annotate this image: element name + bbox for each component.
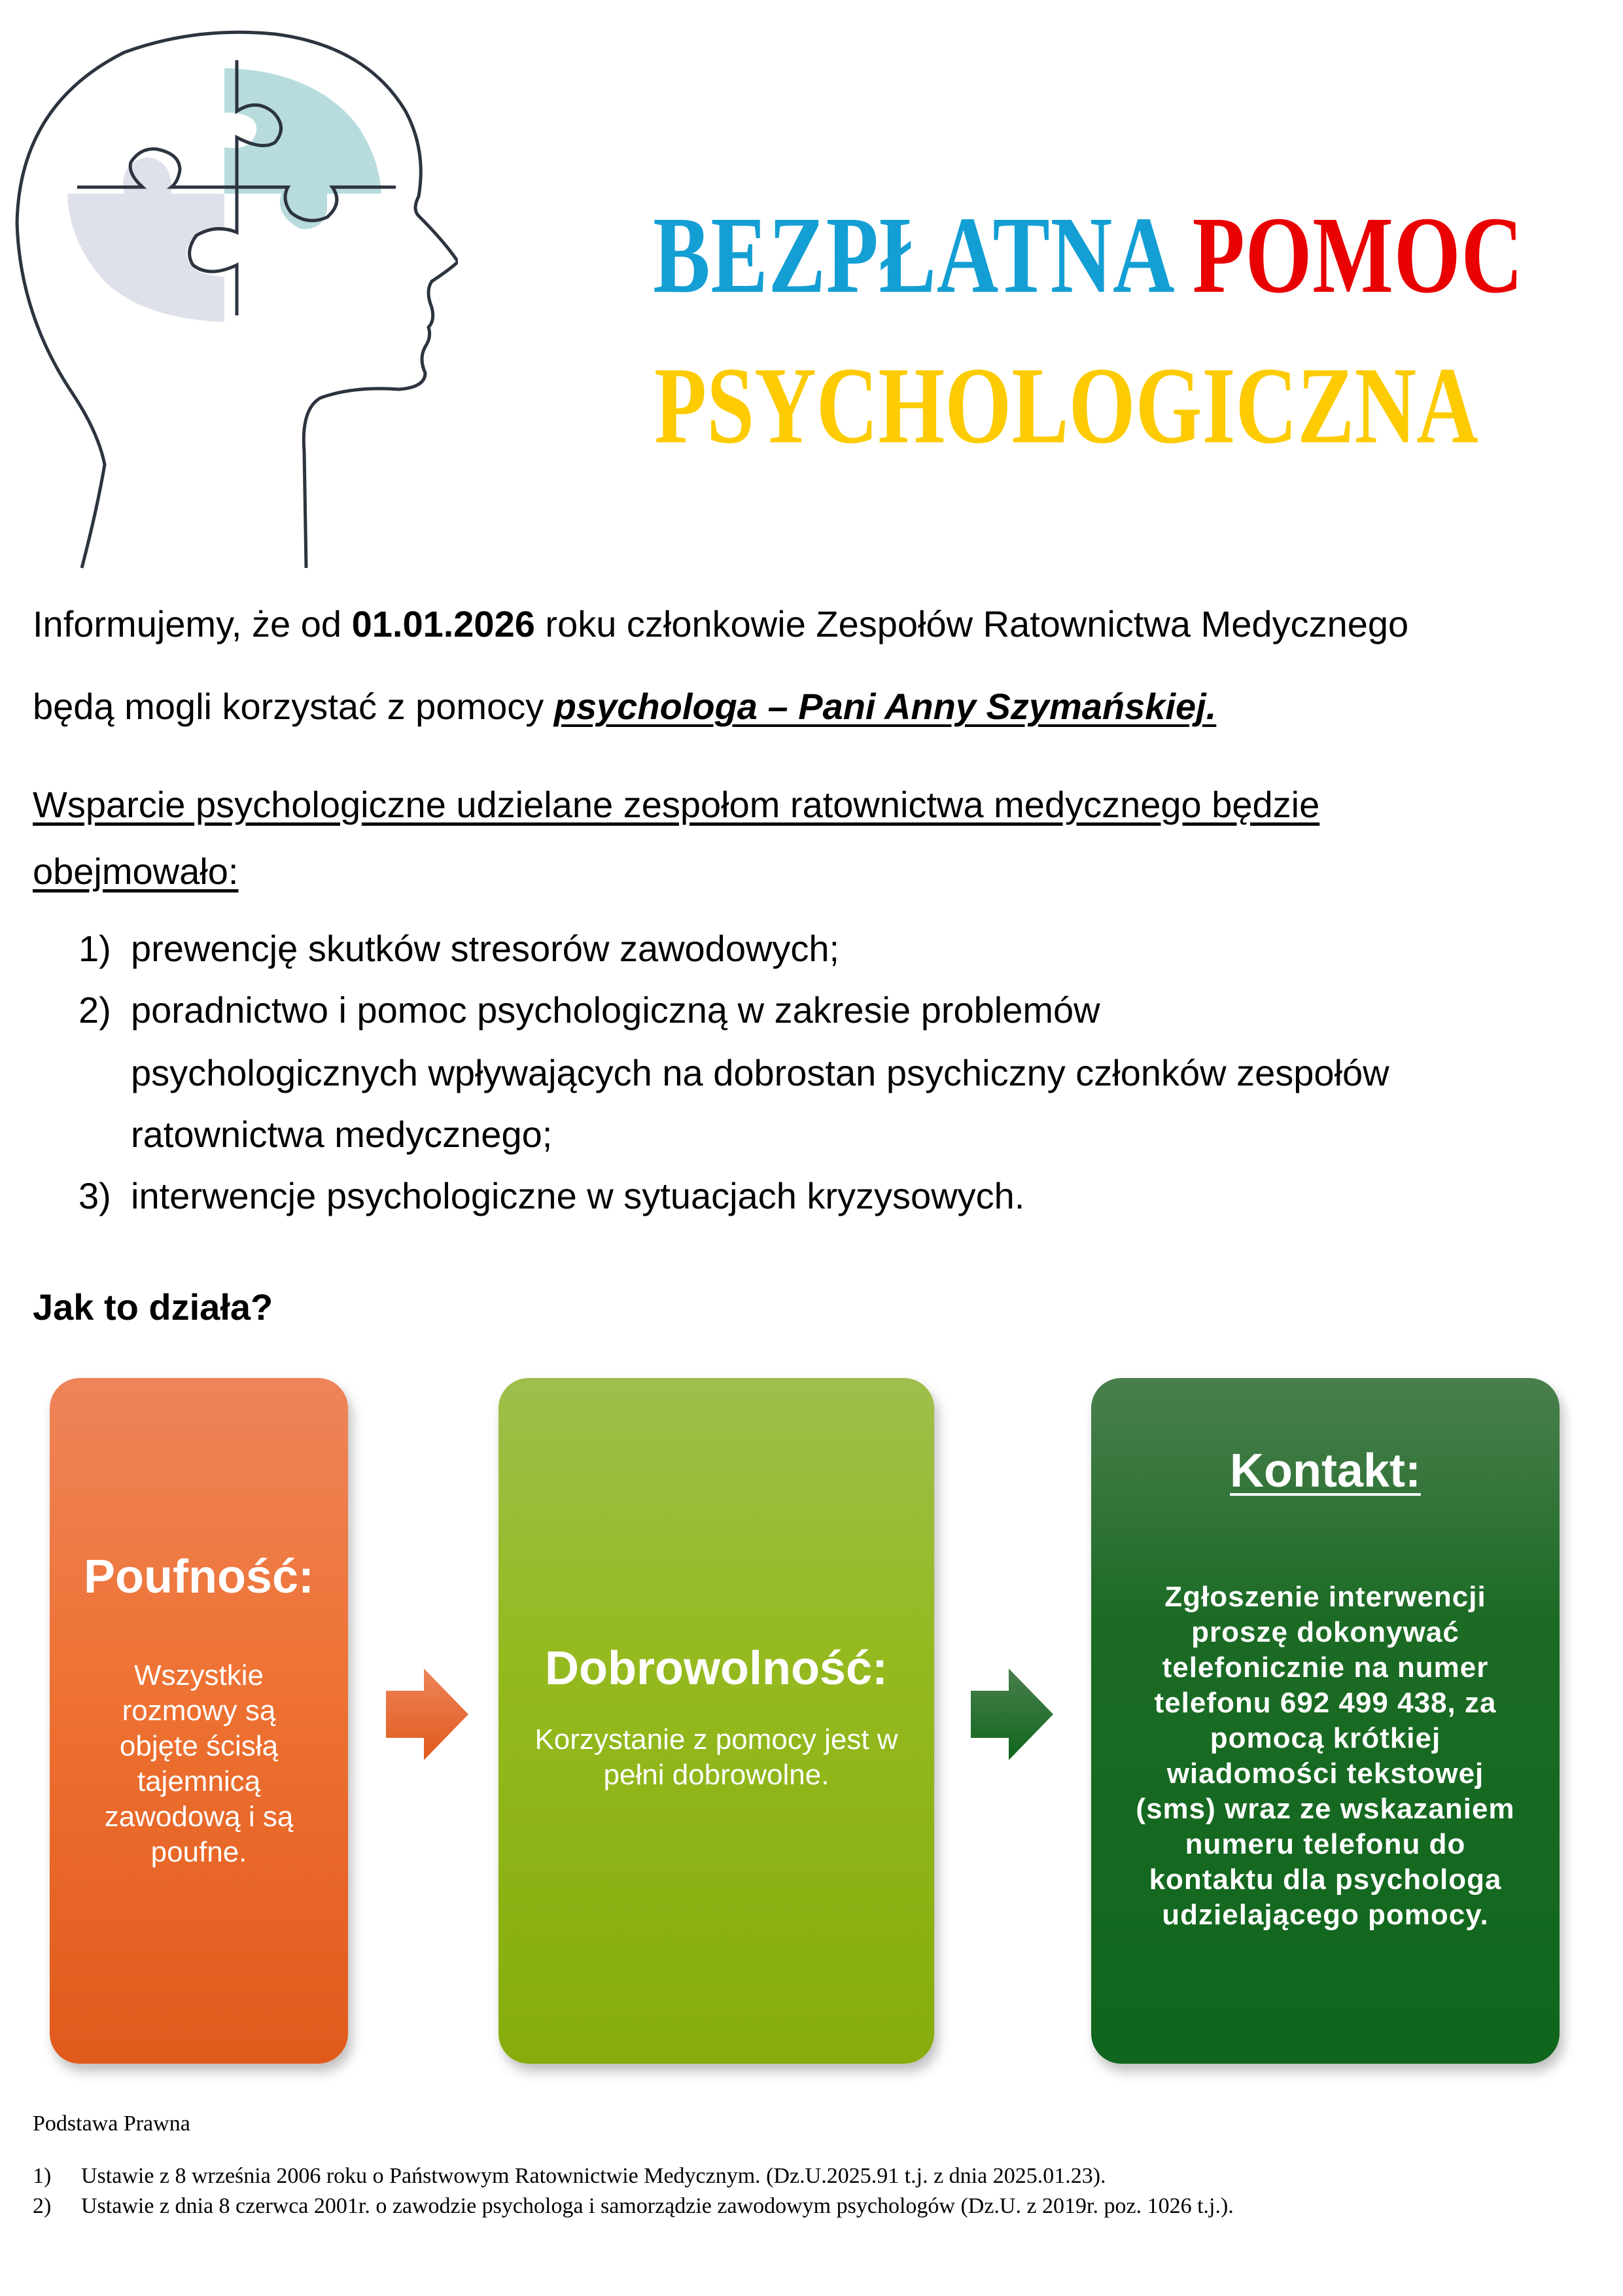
legal-item bbox=[33, 2193, 1234, 2219]
how-it-works-heading: Jak to działa? bbox=[33, 1286, 273, 1328]
intro-text-2: będą mogli korzystać z pomocy bbox=[33, 686, 554, 727]
page-title bbox=[653, 190, 1524, 321]
title-word-help: POMOC bbox=[1192, 194, 1524, 316]
list-text: poradnictwo i pomoc psychologiczną w zakresie problemów bbox=[131, 989, 1100, 1031]
card-body: Wszystkie rozmowy są objęte ścisłą tajemnicą zawodową i są poufne. bbox=[104, 1659, 294, 1868]
list-item-cont: ratownictwa medycznego; bbox=[131, 1114, 553, 1155]
intro-line-2 bbox=[33, 686, 1603, 728]
intro-text: Informujemy, że od bbox=[33, 603, 352, 645]
list-item-cont: psychologicznych wpływających na dobrostan psychiczny członków zespołów bbox=[131, 1052, 1389, 1093]
list-number: 2) bbox=[79, 989, 111, 1031]
page-subtitle: PSYCHOLOGICZNA bbox=[654, 345, 1478, 467]
support-heading-cont: obejmowało: bbox=[33, 851, 239, 892]
list-text: prewencję skutków stresorów zawodowych; bbox=[131, 928, 840, 969]
card-title: Kontakt: bbox=[1230, 1445, 1421, 1497]
list-number: 3) bbox=[79, 1175, 111, 1216]
card-title: Dobrowolność: bbox=[545, 1642, 888, 1695]
start-date: 01.01.2026 bbox=[351, 603, 535, 645]
arrow-right-icon bbox=[386, 1669, 468, 1760]
legal-basis-title: Podstawa Prawna bbox=[33, 2111, 190, 2136]
list-text: interwencje psychologiczne w sytuacjach kryzysowych. bbox=[131, 1175, 1025, 1216]
legal-number: 2) bbox=[33, 2194, 52, 2218]
arrow-right-icon bbox=[971, 1669, 1053, 1760]
card-confidentiality bbox=[50, 1378, 348, 2064]
list-number: 1) bbox=[79, 928, 111, 969]
head-puzzle-icon bbox=[0, 0, 458, 576]
card-title: Poufność: bbox=[84, 1551, 314, 1603]
list-item bbox=[79, 928, 839, 970]
contact-phone-info: Zgłoszenie interwencji proszę dokonywać telefonicznie na numer telefonu 692 499 438, za pomocą krótkiej wiadomości tekstowej (sms) wraz ze wskazaniem numeru telefonu do kontaktu dla psychologa udzielającego pomocy. bbox=[1136, 1581, 1515, 1931]
title-word-free: BEZPŁATNA bbox=[653, 194, 1171, 316]
card-body: Korzystanie z pomocy jest w pełni dobrowolne. bbox=[534, 1723, 898, 1791]
card-contact bbox=[1091, 1378, 1560, 2064]
intro-text-cont: roku członkowie Zespołów Ratownictwa Medycznego bbox=[534, 603, 1409, 645]
legal-item bbox=[33, 2163, 1106, 2189]
intro-line-1 bbox=[33, 603, 1603, 645]
list-item bbox=[79, 1175, 1024, 1217]
card-voluntariness bbox=[498, 1378, 934, 2064]
legal-text: Ustawie z 8 września 2006 roku o Państwowym Ratownictwie Medycznym. (Dz.U.2025.91 t.j. z dnia 2025.01.23). bbox=[81, 2164, 1106, 2188]
list-item bbox=[79, 989, 1100, 1031]
legal-text: Ustawie z dnia 8 czerwca 2001r. o zawodzie psychologa i samorządzie zawodowym psychologów (Dz.U. z 2019r. poz. 1026 t.j.). bbox=[81, 2194, 1234, 2218]
legal-number: 1) bbox=[33, 2164, 52, 2188]
psychologist-name: psychologa – Pani Anny Szymańskiej. bbox=[553, 686, 1217, 727]
support-heading: Wsparcie psychologiczne udzielane zespołom ratownictwa medycznego będzie bbox=[33, 784, 1320, 825]
